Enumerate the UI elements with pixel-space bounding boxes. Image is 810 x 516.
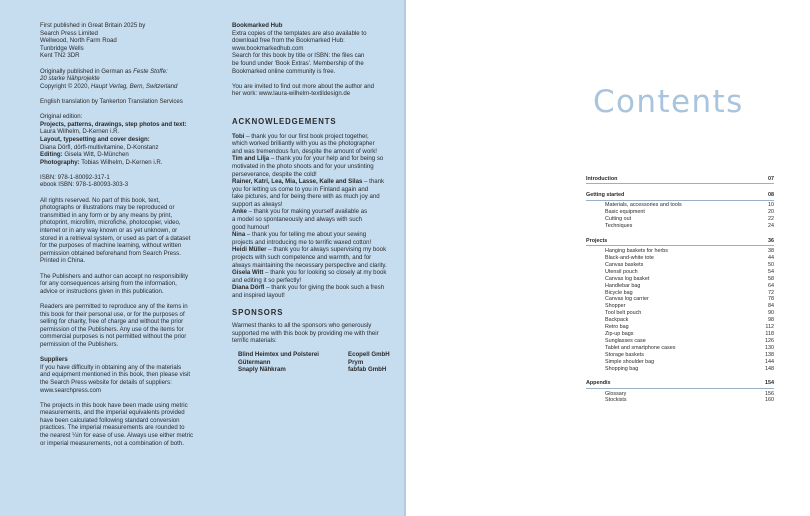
toc-entry[interactable] (586, 397, 774, 404)
sponsor-name: Prym (348, 358, 364, 366)
rights-line: All rights reserved. No part of this book, text, (40, 196, 160, 204)
ack-text: always maintaining the necessary perspective and clarity. (232, 261, 387, 269)
toc-entry-label: Black-and-white tote (605, 255, 654, 262)
toc-entry-page: 78 (768, 296, 774, 303)
toc-entry-label: Storage baskets (605, 351, 644, 358)
ack-text: perseverance, despite the cold! (232, 170, 317, 178)
isbn-line: ISBN: 978-1-80092-317-1 (40, 173, 110, 181)
toc-entry-page: 90 (768, 310, 774, 317)
editing-label: Editing: (40, 151, 63, 159)
sponsor-name: Snaply Nähkram (238, 366, 286, 374)
publisher-line: Kent TN2 3DR (40, 52, 80, 60)
toc-section-heading[interactable] (586, 176, 774, 184)
toc-entry-page: 144 (765, 358, 774, 365)
liability-paragraph (40, 273, 218, 296)
author-visit-block (232, 83, 378, 98)
toc-entry-label: Tool belt pouch (605, 310, 642, 317)
toc-entry-page: 24 (768, 223, 774, 230)
projects-credit-value: Laura Wilhelm, D-Kernen i.R. (40, 128, 120, 136)
toc-entry[interactable] (586, 223, 774, 230)
acknowledgements-heading: ACKNOWLEDGEMENTS (232, 116, 337, 126)
original-publication (40, 68, 218, 91)
toc-entry-page: 84 (768, 303, 774, 310)
ack-name: Heidi Müller (232, 246, 267, 254)
reproduce-line: selling for charity, free of charge and without the prior (40, 318, 184, 326)
sponsors-line: supported me with this book by providing me with their (232, 329, 379, 337)
original-line (40, 68, 218, 76)
ack-text: good humour! (232, 223, 270, 231)
metric-line: have been calculated following standard conversion (40, 416, 180, 424)
ack-text: – thank you for giving the book such a fresh (264, 284, 385, 292)
toc-entry-label: Simple shoulder bag (605, 358, 655, 365)
toc-entry-page: 64 (768, 282, 774, 289)
toc-entry-label: Stockists (605, 397, 627, 404)
toc-entry-page: 138 (765, 351, 774, 358)
hub-line: be found under 'Book Extras'. Membership of the (232, 59, 364, 67)
toc-entry-label: Tablet and smartphone cases (605, 344, 676, 351)
ack-text: you for letting us come to you in Finland again and (232, 185, 369, 193)
author-visit-line: You are invited to find out more about the author and (232, 82, 375, 90)
metric-paragraph (40, 402, 218, 448)
toc-entry-page: 130 (765, 344, 774, 351)
toc-entry-label: Techniques (605, 223, 633, 230)
ack-text: – thank you for your help and for being so (269, 155, 384, 163)
sponsor-name: Blind Heimtex und Polsterei (238, 350, 319, 358)
toc-entry-label: Materials, accessories and tools (605, 202, 682, 209)
original-copyright-prefix: Copyright © 2020, (40, 82, 91, 90)
ack-text: which worked brilliantly with you as the photographer (232, 140, 375, 148)
toc-entry[interactable] (586, 338, 774, 345)
toc-entry-page: 72 (768, 289, 774, 296)
original-copyright-holder: Haupt Verlag, Bern, Switzerland (90, 82, 178, 90)
acknowledgements-column (232, 22, 390, 374)
hub-line: Extra copies of the templates are also available to (232, 29, 367, 37)
toc-entry-label: Canvas baskets (605, 261, 644, 268)
toc-section-title: Introduction (586, 176, 618, 182)
toc-entry-page: 50 (768, 261, 774, 268)
toc-section-title: Getting started (586, 192, 625, 199)
toc-entry-label: Handlebar bag (605, 282, 641, 289)
ack-text: and was tremendous fun, despite the amount of work! (232, 147, 377, 155)
toc-entry[interactable] (586, 290, 774, 297)
toc-entry-page: 10 (768, 202, 774, 209)
liability-line: for any consequences arising from the information, (40, 280, 177, 288)
editing-credit (40, 151, 218, 159)
original-subtitle: 20 starke Nähprojekte (40, 75, 100, 83)
toc-section-heading[interactable] (586, 238, 774, 246)
metric-line: practices. The imperial measurements are rounded to (40, 424, 185, 432)
toc-section-heading[interactable] (586, 192, 774, 200)
ack-name: Tim and Lilja (232, 155, 270, 163)
publisher-line: Wellwood, North Farm Road (40, 37, 117, 45)
toc-entry[interactable] (586, 324, 774, 331)
layout-credit-value: Diana Dörfl, dörfl-multivitamine, D-Konstanz (40, 143, 159, 151)
toc-section-title: Appendix (586, 380, 611, 387)
original-prefix: Originally published in German as (40, 67, 134, 75)
hub-block (232, 22, 378, 75)
toc-entry-label: Canvas log carrier (605, 296, 649, 303)
toc-entry-label: Zip-up bags (605, 330, 634, 337)
translation-line: English translation by Tankerton Translation Services (40, 97, 183, 105)
ack-name: Nina (232, 231, 246, 239)
toc-entry[interactable] (586, 283, 774, 290)
reproduce-paragraph (40, 303, 218, 349)
ack-text: – thank you for telling me about your sewing (245, 231, 367, 239)
copyright-column (40, 22, 218, 455)
ack-text: – thank you for looking so closely at my book (263, 269, 387, 277)
toc-entry[interactable] (586, 352, 774, 359)
toc-entry[interactable] (586, 216, 774, 223)
sponsor-name: Ecopell GmbH (348, 350, 390, 358)
ack-text: take pictures, and for being there with as much joy and (232, 193, 380, 201)
toc-entry-label: Basic equipment (605, 209, 645, 216)
toc-entry-label: Canvas log basket (605, 275, 650, 282)
suppliers-line: the Search Press website for details of suppliers: (40, 378, 172, 386)
toc-section-title: Projects (586, 238, 608, 245)
toc-entry-label: Backpack (605, 317, 629, 324)
toc-entry[interactable] (586, 248, 774, 255)
liability-line: advice or instructions given in this publication. (40, 287, 164, 295)
toc-entry-label: Shopper (605, 303, 626, 310)
sponsors-heading: SPONSORS (232, 307, 284, 317)
toc-entry-page: 118 (765, 330, 774, 337)
toc-section (586, 380, 774, 404)
toc-entry[interactable] (586, 366, 774, 373)
reproduce-line: this book for their personal use, or for the purposes of (40, 310, 185, 318)
toc-entry-label: Cutting out (605, 216, 632, 223)
reproduce-line: Readers are permitted to reproduce any of the items in (40, 302, 188, 310)
metric-line: the nearest ¼in for ease of use. Always use either metric (40, 432, 194, 440)
reproduce-line: commercial purposes is not permitted without the prior (40, 333, 187, 341)
sponsors-line: terrific materials: (232, 337, 277, 345)
toc-entry-label: Retro bag (605, 324, 629, 331)
ebook-isbn-line: ebook ISBN: 978-1-80093-303-3 (40, 181, 129, 189)
toc-entry-label: Shopping bag (605, 365, 639, 372)
ack-entry-tim-lilja (232, 155, 384, 178)
original-title: Feste Stoffe: (133, 67, 168, 75)
toc-entry-page: 160 (765, 397, 774, 404)
ack-text: – thank you for always supervising my book (266, 246, 387, 254)
suppliers-line: If you have difficulty in obtaining any of the materials (40, 363, 182, 371)
toc-entry-page: 58 (768, 275, 774, 282)
suppliers-heading: Suppliers (40, 356, 68, 364)
original-copyright (40, 83, 218, 91)
ack-entry-nina (232, 231, 378, 246)
suppliers-line: and equipment mentioned in this book, then please visit (40, 371, 191, 379)
ack-name: Gisela Witt (232, 269, 264, 277)
ack-text: projects and introducing me to terrific waxed cotton! (232, 238, 372, 246)
toc-entry[interactable] (586, 310, 774, 317)
toc-entry-label: Bicycle bag (605, 289, 633, 296)
toc-entry-label: Hanging baskets for herbs (605, 248, 668, 255)
original-edition-block (40, 113, 218, 166)
reproduce-line: permission of the Publishers. Any use of the items for (40, 325, 184, 333)
rights-line: Printed in China. (40, 257, 86, 265)
publisher-line: Search Press Limited (40, 29, 98, 37)
ack-entry-family (232, 178, 385, 208)
toc-entry[interactable] (586, 317, 774, 324)
toc-entry-page: 38 (768, 248, 774, 255)
author-visit-line: her work: www.laura-wilhelm-textildesign.de (232, 90, 351, 98)
toc-section (586, 192, 774, 230)
hub-line: download free from the Bookmarked Hub: (232, 37, 345, 45)
ack-text: motivated in the photo shoots and for your unstinting (232, 162, 374, 170)
ack-text: and inspired layout! (232, 292, 285, 299)
translation-credit (40, 98, 218, 106)
ack-text: – thank you for our first book project together, (244, 132, 369, 140)
metric-line: or imperial measurements, not a combination of both. (40, 439, 184, 447)
ack-name: Diana Dörfl (232, 284, 265, 292)
toc-entry[interactable] (586, 269, 774, 276)
ack-entry-tobi (232, 133, 378, 156)
toc-entry-label: Utensil pouch (605, 268, 638, 275)
ack-entry-anke (232, 208, 378, 231)
rights-line: stored in a retrieval system, or used as part of a dataset (40, 234, 191, 242)
metric-line: measurements, and the imperial equivalents provided (40, 409, 185, 417)
toc-entry-page: 44 (768, 255, 774, 262)
ack-text: – thank you for making yourself available as (246, 208, 368, 216)
sponsor-list (238, 350, 390, 374)
hub-title: Bookmarked Hub (232, 22, 283, 29)
hub-line: Search for this book by title or ISBN: the files can (232, 52, 365, 60)
ack-text: – thank (362, 178, 385, 186)
toc-entry[interactable] (586, 345, 774, 352)
ack-text: and editing it so perfectly! (232, 276, 302, 284)
layout-credit-label: Layout, typesetting and cover design: (40, 135, 150, 143)
liability-line: The Publishers and author can accept no responsibility (40, 272, 189, 280)
ack-text: projects with such competence and warmth, and for (232, 254, 372, 262)
publisher-block (40, 22, 218, 60)
metric-line: The projects in this book have been made using metric (40, 401, 188, 409)
toc-entry[interactable] (586, 303, 774, 310)
toc-entry[interactable] (586, 359, 774, 366)
toc-entry[interactable] (586, 391, 774, 398)
book-gutter (404, 0, 406, 516)
table-of-contents (586, 176, 774, 412)
toc-entry[interactable] (586, 296, 774, 303)
ack-text: a model so spontaneously and always with such (232, 216, 363, 224)
toc-entry-page: 98 (768, 317, 774, 324)
toc-entry-label: Glossary (605, 390, 627, 397)
ack-name: Anke (232, 208, 247, 216)
photography-value: Tobias Wilhelm, D-Kernen i.R. (79, 158, 163, 166)
toc-entry-page: 22 (768, 216, 774, 223)
toc-entry[interactable] (586, 255, 774, 262)
suppliers-url: www.searchpress.com (40, 386, 101, 394)
editing-value: Gisela Witt, D-München (62, 151, 129, 159)
toc-entry-page: 112 (765, 324, 774, 331)
toc-section-page: 36 (768, 238, 774, 245)
projects-credit-label: Projects, patterns, drawings, step photos and text: (40, 120, 187, 128)
toc-entry-page: 148 (765, 365, 774, 372)
sponsors-intro (232, 322, 378, 345)
toc-entry[interactable] (586, 209, 774, 216)
rights-line: for the purposes of machine learning, without written (40, 242, 182, 250)
toc-entry[interactable] (586, 276, 774, 283)
contents-title: Contents (593, 84, 744, 120)
sponsors-line: Warmest thanks to all the sponsors who generously (232, 322, 372, 330)
sponsor-name: fabfab GmbH (348, 366, 387, 374)
publisher-line: First published in Great Britain 2025 by (40, 22, 146, 29)
suppliers-paragraph (40, 356, 218, 394)
toc-entry-page: 54 (768, 268, 774, 275)
ack-entry-gisela (232, 269, 387, 284)
toc-entry[interactable] (586, 262, 774, 269)
ack-entry-diana (232, 284, 385, 299)
rights-line: photographs or illustrations may be reproduced or (40, 204, 175, 212)
hub-line: Bookmarked online community is free. (232, 67, 336, 75)
toc-entry[interactable] (586, 331, 774, 338)
rights-line: internet or in any way known or as yet unknown, or (40, 227, 178, 235)
rights-line: permission obtained beforehand from Search Press. (40, 249, 181, 257)
toc-entry[interactable] (586, 202, 774, 209)
ack-name: Tobi (232, 132, 245, 140)
hub-url: www.bookmarkedhub.com (232, 44, 304, 52)
rights-paragraph (40, 197, 218, 265)
ack-name: Rainer, Katri, Lea, Mia, Lasse, Kalle and Silas (232, 178, 363, 186)
toc-entry-page: 20 (768, 209, 774, 216)
toc-section (586, 238, 774, 372)
ack-text: support as always! (232, 200, 283, 208)
publisher-line: Tunbridge Wells (40, 44, 84, 52)
original-edition-label: Original edition: (40, 113, 83, 121)
toc-entry-page: 156 (765, 390, 774, 397)
rights-line: transmitted in any form or by any means by print, (40, 211, 173, 219)
toc-section-page: 154 (765, 380, 774, 387)
toc-section (586, 176, 774, 184)
toc-section-page: 07 (768, 176, 774, 182)
toc-entry-page: 126 (765, 337, 774, 344)
toc-section-page: 08 (768, 192, 774, 199)
photography-label: Photography: (40, 158, 80, 166)
photography-credit (40, 159, 218, 167)
toc-section-heading[interactable] (586, 380, 774, 388)
isbn-block (40, 174, 218, 189)
rights-line: photoprint, microfilm, microfiche, photocopier, video, (40, 219, 181, 227)
sponsor-name: Gütermann (238, 358, 271, 366)
ack-entry-heidi (232, 246, 387, 269)
toc-entry-label: Sunglasses case (605, 337, 646, 344)
reproduce-line: permission of the Publishers. (40, 340, 119, 348)
